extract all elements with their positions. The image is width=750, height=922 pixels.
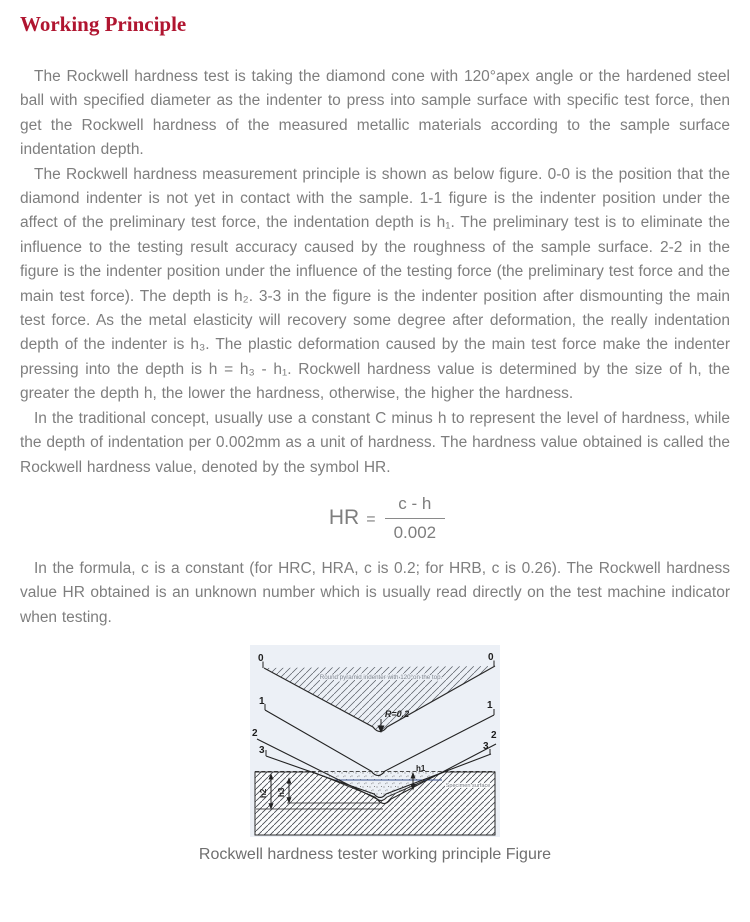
h1-label: h1 bbox=[416, 764, 426, 774]
figure-working-principle bbox=[20, 645, 730, 864]
h3-label: h3 bbox=[277, 787, 286, 798]
indenter-note-label: Round pyramid indenter with 120°on the top. bbox=[319, 674, 443, 682]
page-title: Working Principle bbox=[20, 12, 187, 36]
h2-label: h2 bbox=[259, 788, 268, 799]
position-label-1-right: 1 bbox=[487, 700, 493, 712]
formula-lhs: HR bbox=[328, 506, 360, 530]
formula-numerator: c - h bbox=[398, 493, 432, 513]
formula-denominator: 0.002 bbox=[385, 518, 446, 543]
position-label-2-left: 2 bbox=[252, 728, 258, 740]
paragraph-traditional-concept: In the traditional concept, usually use a constant C minus h to represent the level of hardness, while the depth of indentation per 0.002mm as a unit of hardness. The hardness value obtained is called the Rockwell hardness value, denoted by the symbol HR. bbox=[20, 409, 730, 476]
radius-label: R=0.2 bbox=[384, 709, 410, 720]
formula-equals-sign: = bbox=[366, 511, 376, 529]
paragraph-measurement-principle: The Rockwell hardness measurement principle is shown as below figure. 0-0 is the position that the diamond indenter is not yet in contact with the sample. 1-1 figure is the indenter position under the affect of the preliminary test force, the indentation depth is h₁. The preliminary test is to eliminate the influence to the testing result accuracy caused by the roughness of the sample surface. 2-2 in the figure is the indenter position under the influence of the testing force (the preliminary test force and the main test force). The depth is h₂. 3-3 in the figure is the indenter position after dismounting the main test force. As the metal elasticity will recovery some degree after deformation, the really indentation depth of the indenter is h₃. The plastic deformation caused by the main test force make the indenter pressing into the depth is h = h₃ - h₁. Rockwell hardness value is determined by the size of h, the greater the depth h, the lower the hardness, otherwise, the higher the hardness. bbox=[20, 165, 730, 403]
working-principle-diagram bbox=[250, 645, 500, 837]
specimen-surface-label: Specimen surface bbox=[445, 783, 491, 790]
position-label-1-left: 1 bbox=[259, 696, 265, 708]
formula-hr bbox=[32, 494, 742, 543]
position-label-2-right: 2 bbox=[491, 730, 497, 742]
position-label-3-left: 3 bbox=[259, 745, 265, 757]
position-label-3-right: 3 bbox=[483, 741, 489, 753]
formula-fraction bbox=[385, 494, 446, 543]
position-label-0-left: 0 bbox=[258, 653, 264, 665]
paragraph-intro: The Rockwell hardness test is taking the diamond cone with 120°apex angle or the hardened steel ball with specified diameter as the indenter to press into sample surface with specific test force, then get the Rockwell hardness of the measured metallic materials according to the sample surface indentation depth. bbox=[20, 68, 730, 159]
paragraph-formula-note: In the formula, c is a constant (for HRC, HRA, c is 0.2; for HRB, c is 0.26). The Rockwell hardness value HR obtained is an unknown number which is usually read directly on the test machine indicator when testing. bbox=[20, 559, 730, 626]
figure-caption: Rockwell hardness tester working principle Figure bbox=[198, 846, 552, 864]
position-label-0-right: 0 bbox=[488, 652, 494, 664]
